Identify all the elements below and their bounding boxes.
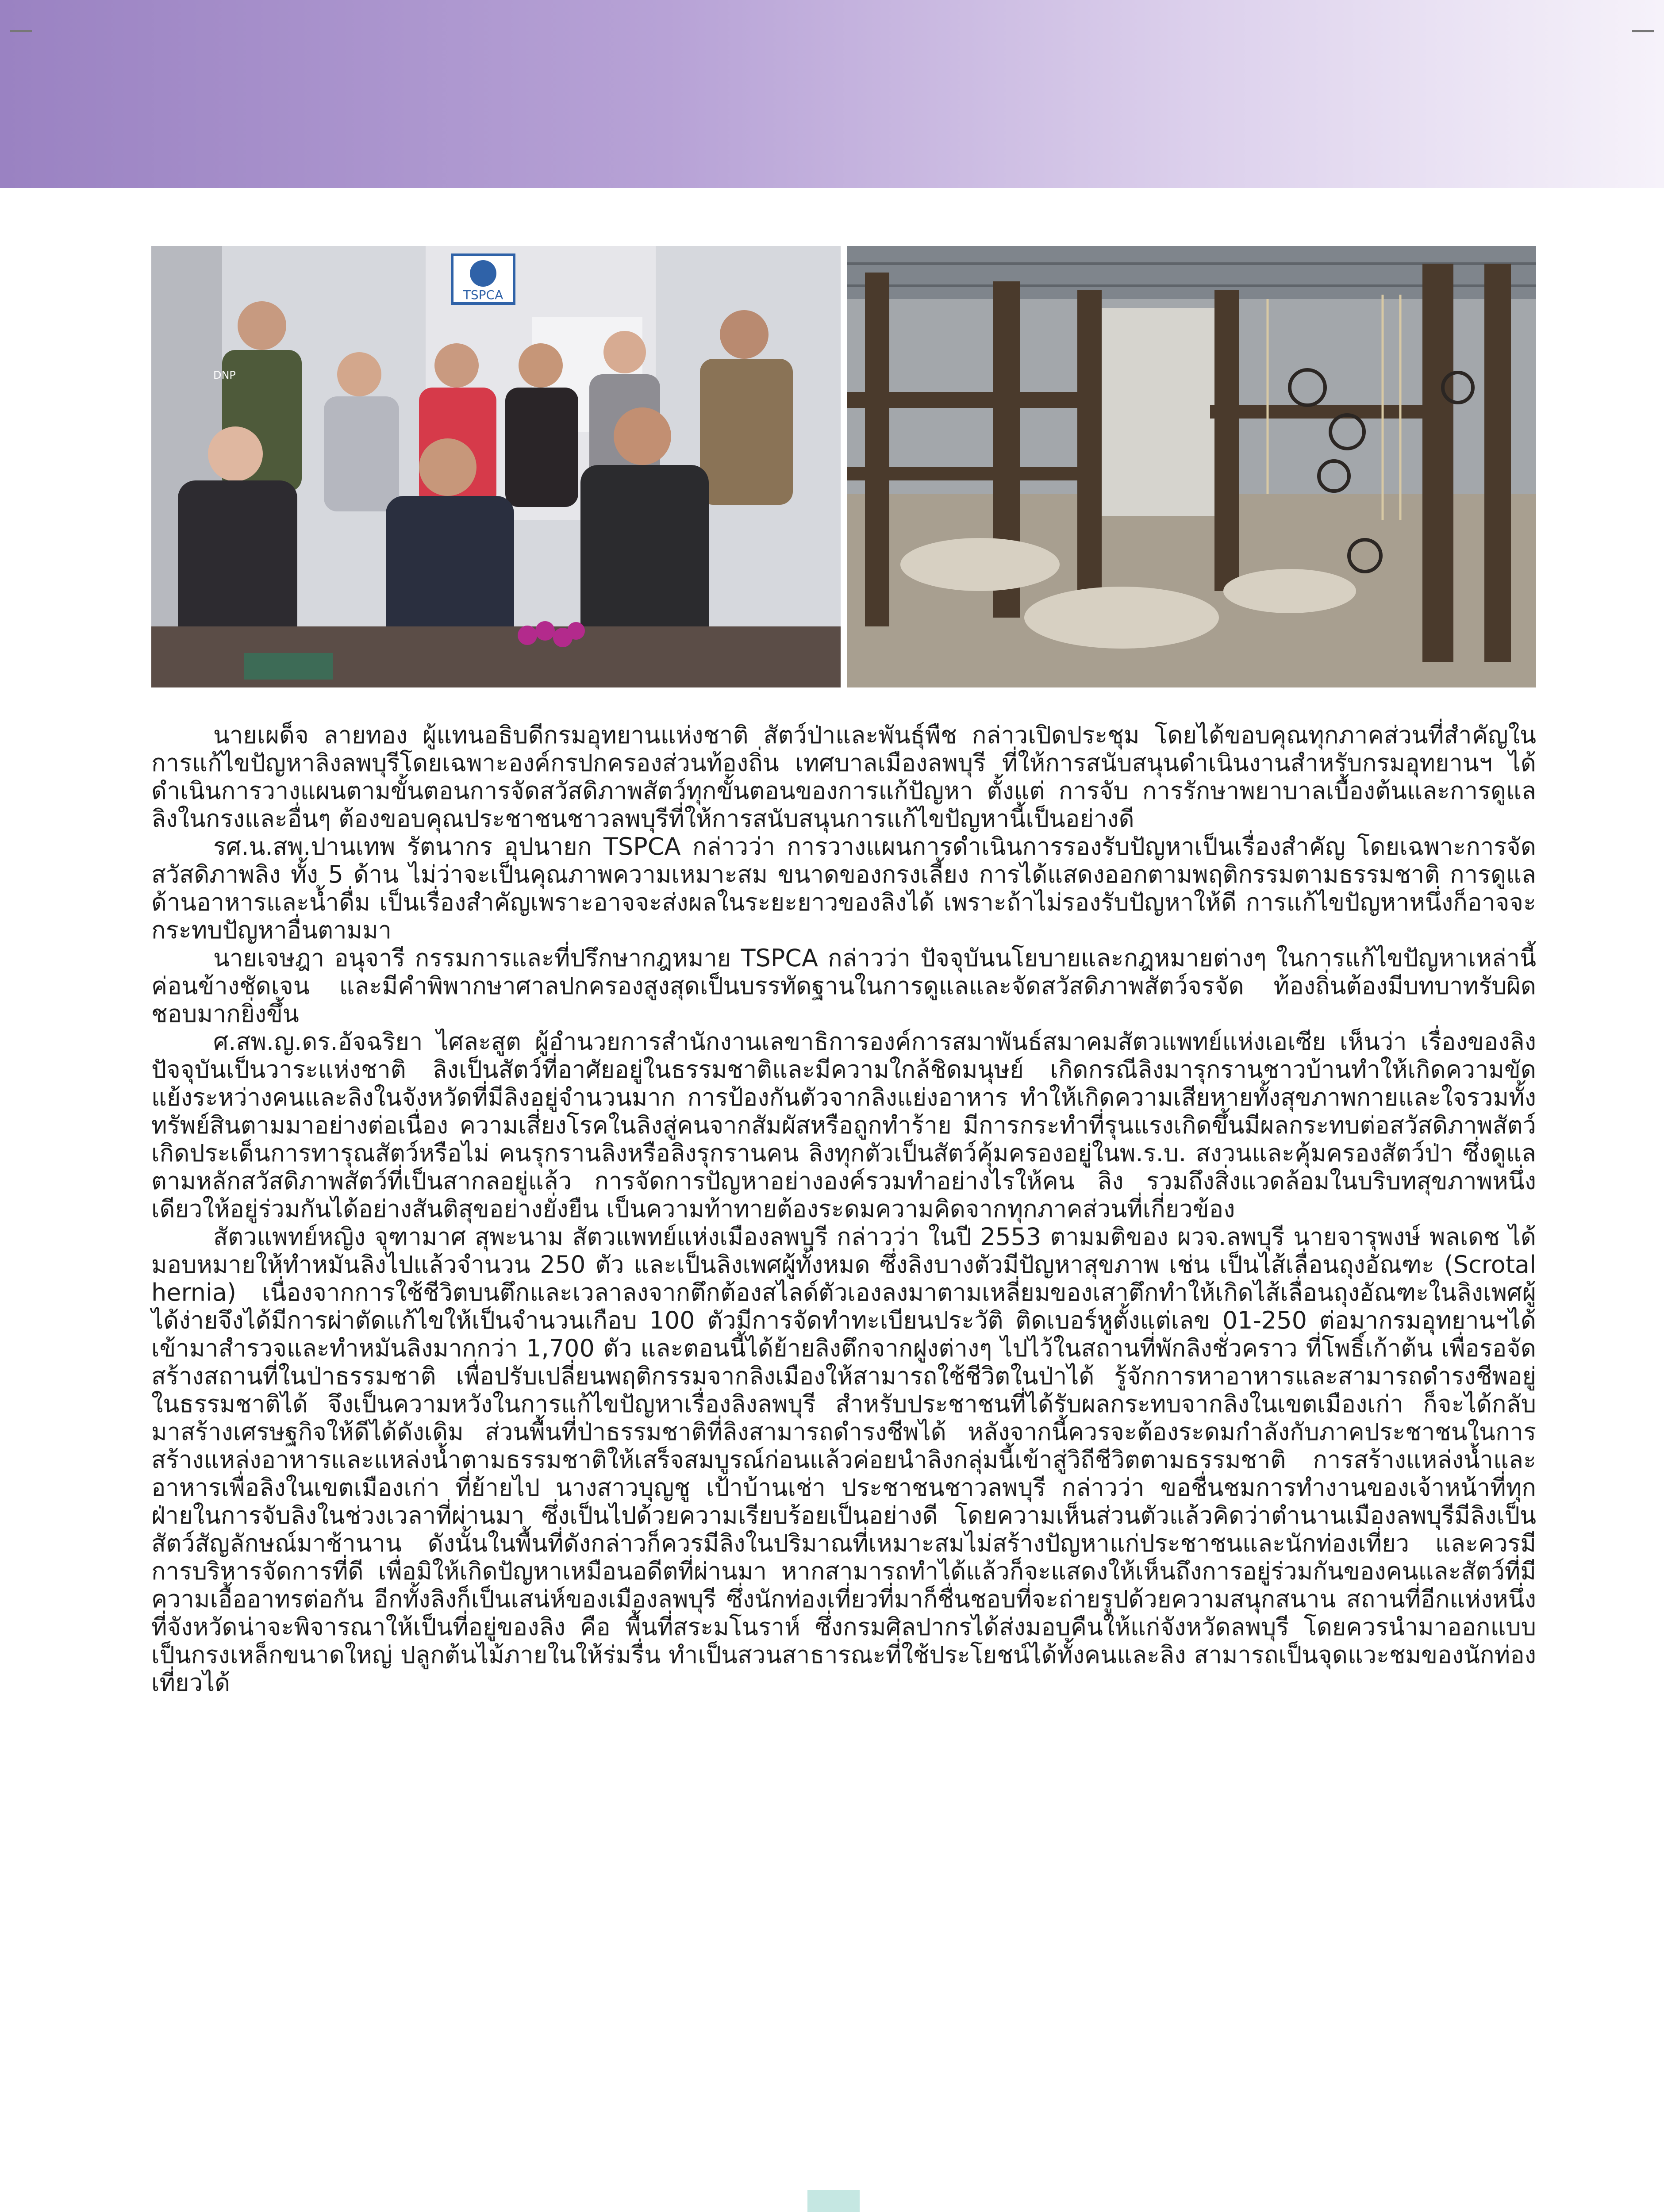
paragraph-tspca-vice-president: รศ.น.สพ.ปานเทพ รัตนากร อุปนายก TSPCA กล่าวว่า การวางแผนการดำเนินการรองรับปัญหาเป็นเรื่องสำคัญ โดยเฉพาะการจัดสวัสดิภาพลิง ทั้ง 5 ด้าน ไม่ว่าจะเป็นคุณภาพความเหมาะสม ขนาดของกรงเลี้ยง การได้แสดงออกตามพฤติกรรมตามธรรมชาติ การดูแลด้านอาหารและน้ำดื่ม เป็นเรื่องสำคัญเพราะอาจจะส่งผลในระยะยาวของลิงได้ เพราะถ้าไม่รองรับปัญหาให้ดี การแก้ไขปัญหาหนึ่งก็อาจจะกระทบปัญหาอื่นตามมา	[151, 833, 1536, 944]
article-body	[151, 721, 1536, 1697]
tspca-sign-text: TSPCA	[463, 288, 503, 302]
crop-mark	[10, 30, 32, 32]
page-number-box	[807, 2190, 860, 2212]
dnp-jacket-text: DNP	[213, 369, 236, 381]
crop-mark	[1632, 30, 1654, 32]
paragraph-asian-veterinary-director: ศ.สพ.ญ.ดร.อัจฉริยา ไศละสูต ผู้อำนวยการสำนักงานเลขาธิการองค์การสมาพันธ์สมาคมสัตวแพทย์แห่งเอเซีย เห็นว่า เรื่องของลิงปัจจุบันเป็นวาระแห่งชาติ ลิงเป็นสัตว์ที่อาศัยอยู่ในธรรมชาติและมีความใกล้ชิดมนุษย์ เกิดกรณีลิงมารุกรานชาวบ้านทำให้เกิดความขัดแย้งระหว่างคนและลิงในจังหวัดที่มีลิงอยู่จำนวนมาก การป้องกันตัวจากลิงแย่งอาหาร ทำให้เกิดความเสียหายทั้งสุขภาพกายและใจรวมทั้งทรัพย์สินตามมาอย่างต่อเนื่อง ความเสี่ยงโรคในลิงสู่คนจากสัมผัสหรือถูกทำร้าย มีการกระทำที่รุนแรงเกิดขึ้นมีผลกระทบต่อสวัสดิภาพสัตว์ เกิดประเด็นการทารุณสัตว์หรือไม่ คนรุกรานลิงหรือลิงรุกรานคน ลิงทุกตัวเป็นสัตว์คุ้มครองอยู่ในพ.ร.บ. สงวนและคุ้มครองสัตว์ป่า ซึ่งดูแลตามหลักสวัสดิภาพสัตว์ที่เป็นสากลอยู่แล้ว การจัดการปัญหาอย่างองค์รวมทำอย่างไรให้คน ลิง รวมถึงสิ่งแวดล้อมในบริบทสุขภาพหนึ่งเดียวให้อยู่ร่วมกันได้อย่างสันติสุขอย่างยั่งยืน เป็นความท้าทายต้องระดมความคิดจากทุกภาคส่วนที่เกี่ยวข้อง	[151, 1028, 1536, 1223]
meeting-photo-illustration	[151, 246, 841, 687]
enclosure-photo-illustration	[847, 246, 1536, 687]
meeting-group-photo	[151, 246, 841, 687]
header-band	[0, 0, 1664, 188]
paragraph-opening-remarks: นายเผด็จ ลายทอง ผู้แทนอธิบดีกรมอุทยานแห่งชาติ สัตว์ป่าและพันธุ์พืช กล่าวเปิดประชุม โดยได้ขอบคุณทุกภาคส่วนที่สำคัญในการแก้ไขปัญหาลิงลพบุรีโดยเฉพาะองค์กรปกครองส่วนท้องถิ่น เทศบาลเมืองลพบุรี ที่ให้การสนับสนุนดำเนินงานสำหรับกรมอุทยานฯ ได้ดำเนินการวางแผนตามขั้นตอนการจัดสวัสดิภาพสัตว์ทุกขั้นตอนของการแก้ปัญหา ตั้งแต่ การจับ การรักษาพยาบาลเบื้องต้นและการดูแลลิงในกรงและอื่นๆ ต้องขอบคุณประชาชนชาวลพบุรีที่ให้การสนับสนุนการแก้ไขปัญหานี้เป็นอย่างดี	[151, 721, 1536, 833]
paragraph-tspca-legal-advisor: นายเจษฎา อนุจารี กรรมการและที่ปรึกษากฎหมาย TSPCA กล่าวว่า ปัจจุบันนโยบายและกฎหมายต่างๆ ในการแก้ไขปัญหาเหล่านี้ค่อนข้างชัดเจน และมีคำพิพากษาศาลปกครองสูงสุดเป็นบรรทัดฐานในการดูแลและจัดสวัสดิภาพสัตว์จรจัด ท้องถิ่นต้องมีบทบาทรับผิดชอบมากยิ่งขึ้น	[151, 944, 1536, 1028]
monkey-enclosure-photo	[847, 246, 1536, 687]
paragraph-lopburi-veterinarian: สัตวแพทย์หญิง จุฑามาศ สุพะนาม สัตวแพทย์แห่งเมืองลพบุรี กล่าวว่า ในปี 2553 ตามมติของ ผวจ.ลพบุรี นายจารุพงษ์ พลเดช ได้มอบหมายให้ทำหมันลิงไปแล้วจำนวน 250 ตัว และเป็นลิงเพศผู้ทั้งหมด ซึ่งลิงบางตัวมีปัญหาสุขภาพ เช่น เป็นไส้เลื่อนถุงอัณฑะ (Scrotal hernia) เนื่องจากการใช้ชีวิตบนตึกและเวลาลงจากตึกต้องสไลด์ตัวเองลงมาตามเหลี่ยมของเสาตึกทำให้เกิดไส้เลื่อนถุงอัณฑะในลิงเพศผู้ได้ง่ายจึงได้มีการผ่าตัดแก้ไขให้เป็นจำนวนเกือบ 100 ตัวมีการจัดทำทะเบียนประวัติ ติดเบอร์หูตั้งแต่เลข 01-250 ต่อมากรมอุทยานฯได้เข้ามาสำรวจและทำหมันลิงมากกว่า 1,700 ตัว และตอนนี้ได้ย้ายลิงตึกจากฝูงต่างๆ ไปไว้ในสถานที่พักลิงชั่วคราว ที่โพธิ์เก้าต้น เพื่อรอจัดสร้างสถานที่ในป่าธรรมชาติ เพื่อปรับเปลี่ยนพฤติกรรมจากลิงเมืองให้สามารถใช้ชีวิตในป่าได้ รู้จักการหาอาหารและสามารถดำรงชีพอยู่ในธรรมชาติได้ จึงเป็นความหวังในการแก้ไขปัญหาเรื่องลิงลพบุรี สำหรับประชาชนที่ได้รับผลกระทบจากลิงในเขตเมืองเก่า ก็จะได้กลับมาสร้างเศรษฐกิจให้ดีได้ดังเดิม ส่วนพื้นที่ป่าธรรมชาติที่ลิงสามารถดำรงชีพได้ หลังจากนี้ควรจะต้องระดมกำลังกับภาคประชาชนในการสร้างแหล่งอาหารและแหล่งน้ำตามธรรมชาติให้เสร็จสมบูรณ์ก่อนแล้วค่อยนำลิงกลุ่มนี้เข้าสู่วิถีชีวิตตามธรรมชาติ การสร้างแหล่งน้ำและอาหารเพื่อลิงในเขตเมืองเก่า ที่ย้ายไป นางสาวบุญชู เป้าบ้านเช่า ประชาชนชาวลพบุรี กล่าวว่า ขอชื่นชมการทำงานของเจ้าหน้าที่ทุกฝ่ายในการจับลิงในช่วงเวลาที่ผ่านมา ซึ่งเป็นไปด้วยความเรียบร้อยเป็นอย่างดี โดยความเห็นส่วนตัวแล้วคิดว่าตำนานเมืองลพบุรีมีลิงเป็นสัตว์สัญลักษณ์มาช้านาน ดังนั้นในพื้นที่ดังกล่าวก็ควรมีลิงในปริมาณที่เหมาะสมไม่สร้างปัญหาแก่ประชาชนและนักท่องเที่ยว และควรมีการบริหารจัดการที่ดี เพื่อมิให้เกิดปัญหาเหมือนอดีตที่ผ่านมา หากสามารถทำได้แล้วก็จะแสดงให้เห็นถึงการอยู่ร่วมกันของคนและสัตว์ที่มีความเอื้ออาทรต่อกัน อีกทั้งลิงก็เป็นเสน่ห์ของเมืองลพบุรี ซึ่งนักท่องเที่ยวที่มาก็ชื่นชอบที่จะถ่ายรูปด้วยความสนุกสนาน สถานที่อีกแห่งหนึ่งที่จังหวัดน่าจะพิจารณาให้เป็นที่อยู่ของลิง คือ พื้นที่สระมโนราห์ ซึ่งกรมศิลปากรได้ส่งมอบคืนให้แก่จังหวัดลพบุรี โดยควรนำมาออกแบบเป็นกรงเหล็กขนาดใหญ่ ปลูกต้นไม้ภายในให้ร่มรื่น ทำเป็นสวนสาธารณะที่ใช้ประโยชน์ได้ทั้งคนและลิง สามารถเป็นจุดแวะชมของนักท่องเที่ยวได้	[151, 1223, 1536, 1697]
